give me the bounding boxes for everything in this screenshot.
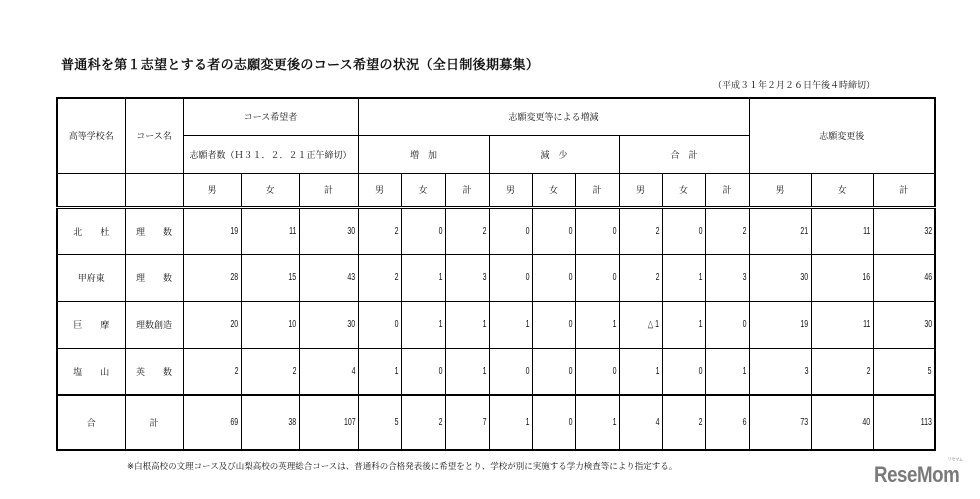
header-male: 男 [749, 173, 811, 207]
value-text: 0 [698, 365, 703, 377]
value-cell [662, 348, 705, 395]
value-cell [532, 207, 575, 254]
value-text: 4 [655, 417, 660, 428]
value-text: 2 [655, 225, 660, 237]
value-text: 46 [924, 272, 932, 283]
table-row [57, 348, 935, 395]
value-cell [532, 254, 575, 301]
value-cell [299, 348, 358, 395]
page-title: 普通科を第１志望とする者の志願変更後のコース希望の状況（全日制後期募集） [61, 58, 540, 73]
value-text: 2 [698, 417, 703, 428]
value-cell [532, 348, 575, 395]
value-cell [811, 348, 873, 395]
value-text: 0 [568, 272, 573, 283]
table-row [57, 301, 935, 348]
value-cell [183, 301, 241, 348]
value-text: 38 [288, 417, 297, 428]
value-text: 30 [347, 319, 356, 330]
value-cell [662, 301, 705, 348]
value-text: 3 [804, 365, 809, 377]
value-cell [873, 348, 935, 395]
value-text: 2 [866, 365, 871, 377]
value-cell [445, 395, 489, 450]
value-cell [811, 207, 873, 254]
value-cell [445, 207, 489, 254]
value-text: 2 [234, 365, 239, 377]
value-cell [575, 254, 619, 301]
header-subtotal: 合 計 [619, 135, 749, 173]
course-name: 理 数 [125, 207, 183, 254]
header-after: 志願変更後 [749, 98, 935, 173]
value-text: 30 [800, 272, 809, 283]
value-cell [358, 254, 401, 301]
value-cell [575, 395, 619, 450]
value-text: 0 [438, 365, 443, 377]
value-text: 1 [438, 319, 443, 330]
value-text: 2 [394, 225, 399, 237]
value-text: 5 [928, 365, 932, 377]
value-text: 4 [351, 365, 356, 377]
value-text: 2 [292, 365, 297, 377]
value-cell [705, 254, 749, 301]
value-text: 19 [230, 225, 239, 237]
value-cell [489, 301, 532, 348]
resemom-logo [874, 457, 963, 488]
value-cell [183, 395, 241, 450]
value-cell [873, 207, 935, 254]
value-text: 2 [742, 225, 747, 237]
value-cell [489, 207, 532, 254]
value-text: 3 [742, 272, 747, 283]
value-cell [619, 207, 662, 254]
value-cell [358, 301, 401, 348]
value-text: 0 [525, 272, 530, 283]
value-cell [575, 207, 619, 254]
value-cell [873, 301, 935, 348]
value-text: 0 [568, 417, 573, 428]
value-text: 7 [482, 417, 487, 428]
value-text: 1 [698, 319, 703, 330]
table-row [57, 254, 935, 301]
value-cell [749, 348, 811, 395]
value-text: 10 [288, 319, 297, 330]
header-female: 女 [662, 173, 705, 207]
value-cell [811, 395, 873, 450]
header-total: 計 [299, 173, 358, 207]
value-cell [358, 207, 401, 254]
value-text: 0 [525, 225, 530, 237]
header-school: 高等学校名 [57, 98, 125, 173]
value-text: 1 [655, 365, 660, 377]
header-male: 男 [619, 173, 662, 207]
value-text: 1 [394, 365, 399, 377]
value-text: 107 [343, 417, 356, 428]
value-cell [401, 254, 445, 301]
value-text: 2 [655, 272, 660, 283]
course-preference-table [56, 97, 936, 451]
value-cell [873, 254, 935, 301]
value-text: 0 [698, 225, 703, 237]
value-cell [299, 254, 358, 301]
value-cell [183, 254, 241, 301]
value-text: 69 [230, 417, 239, 428]
value-text: 20 [230, 319, 239, 330]
value-text: 1 [612, 417, 617, 428]
value-cell [401, 348, 445, 395]
header-total: 計 [445, 173, 489, 207]
logo-text: ReseMom [874, 462, 960, 487]
value-text: 0 [568, 319, 573, 330]
header-male: 男 [489, 173, 532, 207]
value-text: 0 [612, 272, 617, 283]
value-cell [811, 254, 873, 301]
value-cell [873, 395, 935, 450]
value-cell [401, 301, 445, 348]
value-text: 1 [698, 272, 703, 283]
value-text: △ 1 [648, 319, 660, 330]
header-male: 男 [183, 173, 241, 207]
value-cell [749, 395, 811, 450]
value-text: 0 [525, 365, 530, 377]
deadline-note: （平成３１年２月２６日午後４時締切） [713, 81, 876, 91]
value-cell [241, 254, 299, 301]
value-cell [401, 207, 445, 254]
value-cell [705, 301, 749, 348]
value-cell [532, 301, 575, 348]
school-name: 甲府東 [57, 254, 125, 301]
value-cell [358, 348, 401, 395]
value-cell [532, 395, 575, 450]
table-row [57, 207, 935, 254]
value-cell [358, 395, 401, 450]
value-cell [241, 348, 299, 395]
value-cell [619, 301, 662, 348]
value-text: 0 [742, 319, 747, 330]
value-text: 16 [862, 272, 871, 283]
value-text: 40 [862, 417, 871, 428]
header-decrease: 減 少 [489, 135, 619, 173]
value-cell [619, 254, 662, 301]
value-cell [705, 207, 749, 254]
header-total: 計 [575, 173, 619, 207]
header-total: 計 [705, 173, 749, 207]
value-text: 0 [438, 225, 443, 237]
value-text: 30 [924, 319, 932, 330]
value-cell [662, 395, 705, 450]
value-text: 11 [863, 225, 871, 237]
course-name: 理 数 [125, 254, 183, 301]
value-cell [575, 301, 619, 348]
header-increase: 増 加 [358, 135, 489, 173]
value-cell [445, 301, 489, 348]
footnote: ※白根高校の文理コース及び山梨高校の英理総合コースは、普通科の合格発表後に希望をとり、学校が別に実施する学力検査等により指定する。 [127, 462, 678, 472]
course-name: 理数創造 [125, 301, 183, 348]
value-cell [241, 395, 299, 450]
header-change: 志願変更等による増減 [358, 98, 749, 135]
header-female: 女 [811, 173, 873, 207]
value-text: 0 [612, 225, 617, 237]
value-text: 0 [568, 225, 573, 237]
value-text: 19 [800, 319, 809, 330]
value-text: 1 [525, 319, 530, 330]
value-text: 1 [612, 319, 617, 330]
value-cell [183, 207, 241, 254]
value-cell [445, 254, 489, 301]
value-cell [183, 348, 241, 395]
value-text: 28 [230, 272, 239, 283]
value-cell [299, 395, 358, 450]
value-cell [749, 301, 811, 348]
value-cell [299, 207, 358, 254]
total-label: 計 [125, 395, 183, 450]
value-text: 21 [800, 225, 809, 237]
value-cell [575, 348, 619, 395]
value-text: 1 [482, 365, 487, 377]
value-cell [489, 395, 532, 450]
course-name: 英 数 [125, 348, 183, 395]
value-cell [705, 395, 749, 450]
value-cell [241, 207, 299, 254]
value-text: 1 [525, 417, 530, 428]
value-text: 1 [742, 365, 747, 377]
value-text: 6 [742, 417, 747, 428]
value-cell [489, 348, 532, 395]
value-text: 5 [394, 417, 399, 428]
school-name: 巨 摩 [57, 301, 125, 348]
header-empty [57, 173, 125, 207]
header-female: 女 [401, 173, 445, 207]
value-cell [489, 254, 532, 301]
value-text: 32 [924, 225, 932, 237]
school-name: 塩 山 [57, 348, 125, 395]
value-text: 113 [920, 417, 932, 428]
value-text: 2 [438, 417, 443, 428]
value-cell [811, 301, 873, 348]
value-cell [619, 348, 662, 395]
header-total: 計 [873, 173, 935, 207]
value-text: 1 [438, 272, 443, 283]
value-cell [299, 301, 358, 348]
header-applicants: コース希望者 [183, 98, 358, 135]
value-text: 2 [482, 225, 487, 237]
value-cell [749, 207, 811, 254]
value-text: 3 [482, 272, 487, 283]
value-cell [662, 207, 705, 254]
value-cell [662, 254, 705, 301]
total-label: 合 [57, 395, 125, 450]
value-cell [241, 301, 299, 348]
header-male: 男 [358, 173, 401, 207]
value-text: 0 [394, 319, 399, 330]
value-cell [705, 348, 749, 395]
value-text: 30 [347, 225, 356, 237]
value-text: 0 [612, 365, 617, 377]
logo-subtext: リセマム [947, 457, 963, 463]
value-text: 73 [800, 417, 809, 428]
header-empty [125, 173, 183, 207]
total-row [57, 395, 935, 450]
value-text: 15 [288, 272, 297, 283]
value-text: 43 [347, 272, 356, 283]
header-applicants-sub: 志願者数（Ｈ３１．２．２１正午締切） [183, 135, 358, 173]
school-name: 北 杜 [57, 207, 125, 254]
value-text: 2 [394, 272, 399, 283]
value-text: 0 [568, 365, 573, 377]
value-text: 1 [482, 319, 487, 330]
value-cell [401, 395, 445, 450]
header-female: 女 [241, 173, 299, 207]
header-course: コース名 [125, 98, 183, 173]
value-cell [749, 254, 811, 301]
value-text: 11 [863, 319, 871, 330]
value-cell [619, 395, 662, 450]
value-cell [445, 348, 489, 395]
header-female: 女 [532, 173, 575, 207]
value-text: 11 [289, 225, 297, 237]
